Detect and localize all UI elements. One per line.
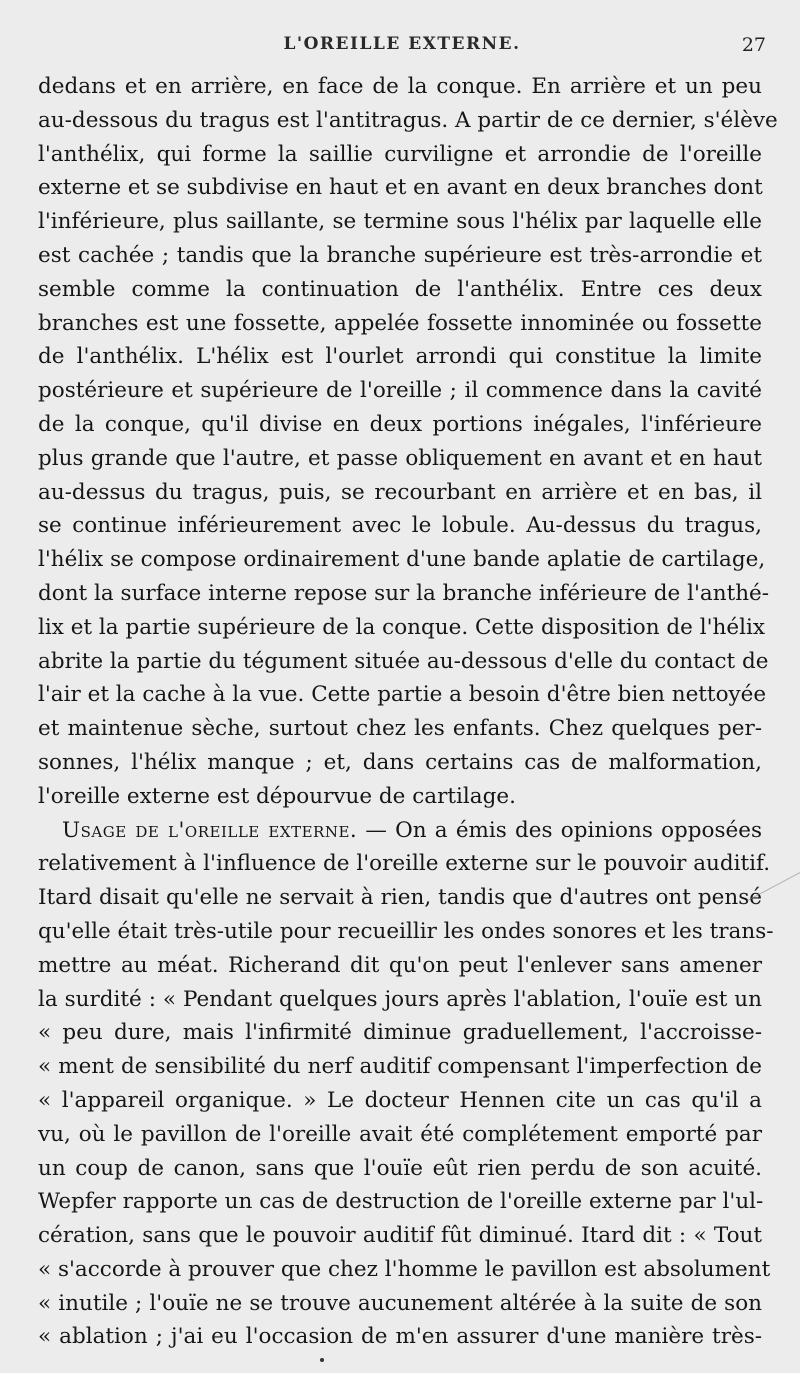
text-line: sonnes, l'hélix manque ; et, dans certains cas de malformation, [38, 749, 762, 775]
text-line: Itard disait qu'elle ne servait à rien, tandis que d'autres ont pensé [38, 885, 762, 911]
running-title: L'OREILLE EXTERNE. [283, 34, 521, 54]
text-line: externe et se subdivise en haut et en avant en deux branches dont [38, 175, 763, 201]
text-line: relativement à l'influence de l'oreille externe sur le pouvoir auditif. [38, 851, 771, 877]
text-line: la surdité : « Pendant quelques jours après l'ablation, l'ouïe est un [38, 986, 762, 1012]
text-line: branches est une fossette, appelée fossette innominée ou fossette [38, 310, 762, 336]
text-line: l'air et la cache à la vue. Cette partie a besoin d'être bien nettoyée [38, 682, 767, 708]
text-line: qu'elle était très-utile pour recueillir les ondes sonores et les trans- [38, 918, 774, 944]
text-line: « ment de sensibilité du nerf auditif compensant l'imperfection de [38, 1054, 762, 1080]
text-line: plus grande que l'autre, et passe obliquement en avant et en haut [38, 445, 762, 471]
section-first-line [38, 814, 762, 848]
text-line: l'inférieure, plus saillante, se termine sous l'hélix par laquelle elle [38, 209, 762, 235]
page-number: 27 [741, 34, 766, 56]
text-line: dedans et en arrière, en face de la conque. En arrière et un peu [38, 74, 762, 99]
text-line: « inutile ; l'ouïe ne se trouve aucunement altérée à la suite de son [38, 1290, 762, 1316]
text-line: de l'anthélix. L'hélix est l'ourlet arrondi qui constitue la limite [38, 344, 762, 370]
body-text [38, 70, 778, 1354]
text-line: cération, sans que le pouvoir auditif fût diminué. Itard dit : « Tout [38, 1223, 762, 1249]
text-line: postérieure et supérieure de l'oreille ; il commence dans la cavité [38, 378, 762, 404]
text-line: au-dessous du tragus est l'antitragus. A partir de ce dernier, s'élève [38, 107, 778, 133]
text-line: et maintenue sèche, surtout chez les enfants. Chez quelques per- [38, 716, 762, 742]
section-heading: Usage de l'oreille externe. [62, 817, 358, 843]
text-line: « peu dure, mais l'infirmité diminue graduellement, l'accroisse- [38, 1020, 762, 1046]
text-line: l'anthélix, qui forme la saillie curviligne et arrondie de l'oreille [38, 141, 762, 167]
text-line: dont la surface interne repose sur la branche inférieure de l'anthé- [38, 580, 770, 606]
section-first-line-text: — On a émis des opinions opposées [357, 817, 763, 843]
text-line: « ablation ; j'ai eu l'occasion de m'en assurer d'une manière très- [38, 1324, 762, 1350]
text-line: Wepfer rapporte un cas de destruction de l'oreille externe par l'ul- [38, 1189, 764, 1215]
text-line: semble comme la continuation de l'anthélix. Entre ces deux [38, 276, 762, 302]
text-line: « l'appareil organique. » Le docteur Hennen cite un cas qu'il a [38, 1087, 762, 1113]
text-line: au-dessus du tragus, puis, se recourbant en arrière et en bas, il [38, 479, 762, 505]
text-line: lix et la partie supérieure de la conque. Cette disposition de l'hélix [38, 614, 765, 640]
text-line: l'oreille externe est dépourvue de cartilage. [38, 783, 516, 809]
running-head [38, 34, 766, 60]
text-line: un coup de canon, sans que l'ouïe eût rien perdu de son acuité. [38, 1155, 762, 1181]
text-line: de la conque, qu'il divise en deux portions inégales, l'inférieure [38, 411, 762, 437]
text-line: est cachée ; tandis que la branche supérieure est très-arrondie et [38, 242, 762, 268]
text-line: mettre au méat. Richerand dit qu'on peut l'enlever sans amener [38, 952, 762, 978]
text-line: vu, où le pavillon de l'oreille avait été complétement emporté par [38, 1121, 762, 1147]
ink-speck [320, 1358, 324, 1362]
text-line: se continue inférieurement avec le lobule. Au-dessus du tragus, [38, 513, 762, 539]
text-line: l'hélix se compose ordinairement d'une bande aplatie de cartilage, [38, 547, 766, 573]
text-line: « s'accorde à prouver que chez l'homme le pavillon est absolument [38, 1256, 771, 1282]
text-line: abrite la partie du tégument située au-dessous d'elle du contact de [38, 648, 769, 674]
